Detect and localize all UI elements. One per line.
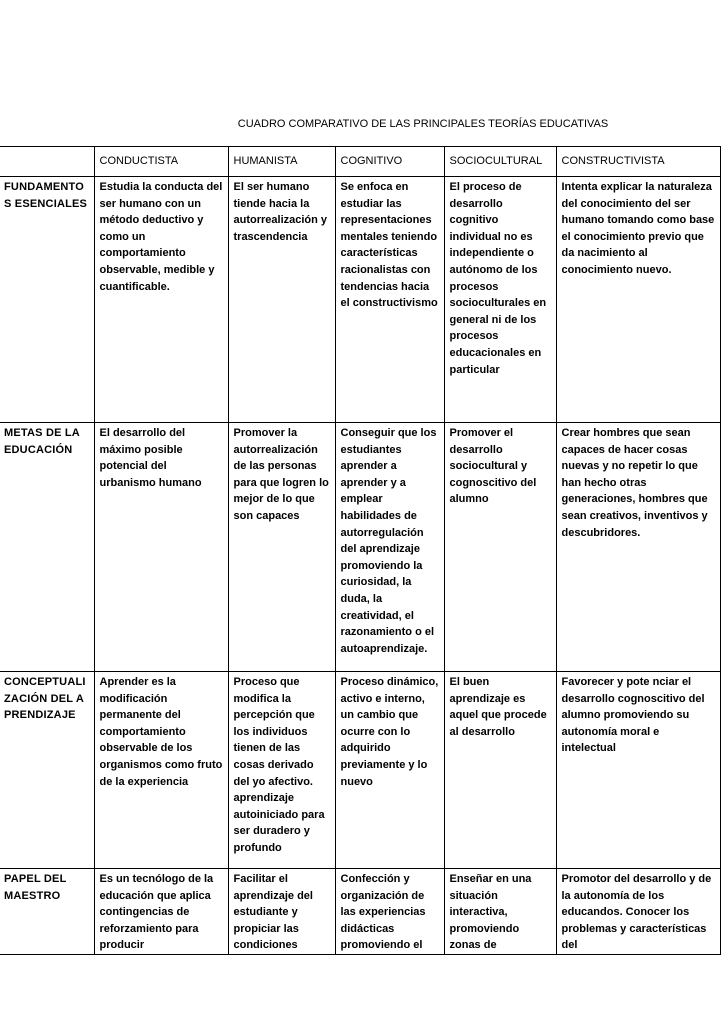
table-cell: Es un tecnólogo de la educación que aplica contingencias de reforzamiento para producir bbox=[94, 869, 228, 955]
table-row bbox=[0, 177, 720, 423]
table-cell: El buen aprendizaje es aquel que procede al desarrollo bbox=[444, 672, 556, 869]
table-cell: El ser humano tiende hacia la autorrealización y trascendencia bbox=[228, 177, 335, 423]
table-cell: Promover el desarrollo sociocultural y cognoscitivo del alumno bbox=[444, 423, 556, 672]
column-header-conductista: CONDUCTISTA bbox=[94, 147, 228, 177]
column-header-sociocultural: SOCIOCULTURAL bbox=[444, 147, 556, 177]
table-cell: Promotor del desarrollo y de la autonomía de los educandos. Conocer los problemas y características del bbox=[556, 869, 720, 955]
column-header-constructivista: CONSTRUCTIVISTA bbox=[556, 147, 720, 177]
table-cell: Proceso dinámico, activo e interno, un cambio que ocurre con lo adquirido previamente y lo nuevo bbox=[335, 672, 444, 869]
table-cell: El desarrollo del máximo posible potencial del urbanismo humano bbox=[94, 423, 228, 672]
table-row bbox=[0, 869, 720, 955]
row-header-fundamentos: FUNDAMENTOS ESENCIALES bbox=[0, 177, 94, 423]
row-header-conceptualizacion: CONCEPTUALIZACIÓN DEL APRENDIZAJE bbox=[0, 672, 94, 869]
table-cell: Aprender es la modificación permanente del comportamiento observable de los organismos como fruto de la experiencia bbox=[94, 672, 228, 869]
table-header-row bbox=[0, 147, 720, 177]
table-row bbox=[0, 423, 720, 672]
table-cell: Conseguir que los estudiantes aprender a aprender y a emplear habilidades de autorregulación del aprendizaje promoviendo la curiosidad, la duda, la creatividad, el razonamiento o el autoaprendizaje. bbox=[335, 423, 444, 672]
table-cell: Confección y organización de las experiencias didácticas promoviendo el bbox=[335, 869, 444, 955]
table-cell: Promover la autorrealización de las personas para que logren lo mejor de lo que son capaces bbox=[228, 423, 335, 672]
table-cell: Facilitar el aprendizaje del estudiante y propiciar las condiciones bbox=[228, 869, 335, 955]
header-corner-cell bbox=[0, 147, 94, 177]
table-cell: Enseñar en una situación interactiva, promoviendo zonas de bbox=[444, 869, 556, 955]
table-cell: Proceso que modifica la percepción que los individuos tienen de las cosas derivado del yo afectivo. aprendizaje autoiniciado para ser duradero y profundo bbox=[228, 672, 335, 869]
table-cell: Se enfoca en estudiar las representaciones mentales teniendo características racionalistas con tendencias hacia el constructivismo bbox=[335, 177, 444, 423]
table-cell: Favorecer y pote nciar el desarrollo cognoscitivo del alumno promoviendo su autonomía moral e intelectual bbox=[556, 672, 720, 869]
table-row bbox=[0, 672, 720, 869]
row-header-papel: PAPEL DEL MAESTRO bbox=[0, 869, 94, 955]
document-title: CUADRO COMPARATIVO DE LAS PRINCIPALES TEORÍAS EDUCATIVAS bbox=[237, 118, 609, 130]
column-header-humanista: HUMANISTA bbox=[228, 147, 335, 177]
table-cell: Crear hombres que sean capaces de hacer cosas nuevas y no repetir lo que han hecho otras generaciones, hombres que sean creativos, inventivos y descubridores. bbox=[556, 423, 720, 672]
table-cell: Estudia la conducta del ser humano con un método deductivo y como un comportamiento observable, medible y cuantificable. bbox=[94, 177, 228, 423]
table-cell: El proceso de desarrollo cognitivo individual no es independiente o autónomo de los procesos socioculturales en general ni de los procesos educacionales en particular bbox=[444, 177, 556, 423]
column-header-cognitivo: COGNITIVO bbox=[335, 147, 444, 177]
table-cell: Intenta explicar la naturaleza del conocimiento del ser humano tomando como base el conocimiento previo que da nacimiento al conocimiento nuevo. bbox=[556, 177, 720, 423]
comparison-table bbox=[0, 146, 721, 955]
row-header-metas: METAS DE LA EDUCACIÓN bbox=[0, 423, 94, 672]
